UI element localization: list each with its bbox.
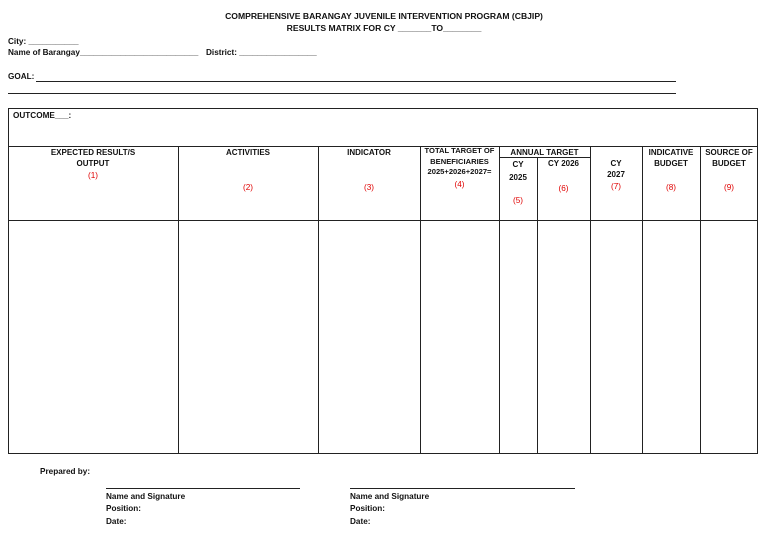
document-title: COMPREHENSIVE BARANGAY JUVENILE INTERVENTION PROGRAM (CBJIP) [225,11,543,21]
col-cy2025: CY 2025 [509,160,527,182]
goal-line-1 [36,81,676,82]
col-num-7: (7) [610,182,621,191]
col-num-3: (3) [363,183,374,192]
city-field: City: ___________ [8,37,79,46]
header-bottom-line [8,220,758,221]
col-num-6: (6) [558,184,569,193]
position-right: Position: [350,504,386,513]
name-signature-right: Name and Signature [350,492,430,501]
col-num-2: (2) [242,183,253,192]
col-divider-3 [420,146,421,454]
col-divider-6 [590,146,591,454]
col-num-4: (4) [454,180,465,189]
col-annual-target: ANNUAL TARGET [510,148,579,157]
col-num-9: (9) [723,183,734,192]
col-divider-7 [642,146,643,454]
outcome-label: OUTCOME___: [13,111,72,120]
col-num-8: (8) [665,183,676,192]
col-divider-2 [318,146,319,454]
col-divider-4 [499,146,500,454]
col-cy2026: CY 2026 [548,159,579,168]
signature-line-left [106,488,300,489]
goal-line-2 [8,93,676,94]
col-num-5: (5) [512,196,523,205]
district-field: District: _________________ [206,48,317,57]
col-source-of-budget: SOURCE OF BUDGET [705,148,753,168]
document-subtitle: RESULTS MATRIX FOR CY _______TO________ [286,23,482,33]
col-divider-1 [178,146,179,454]
col-expected-result: EXPECTED RESULT/S OUTPUT [50,148,136,168]
col-indicative-budget: INDICATIVE BUDGET [648,148,694,168]
date-left: Date: [106,517,127,526]
signature-line-right [350,488,575,489]
name-signature-left: Name and Signature [106,492,186,501]
date-right: Date: [350,517,371,526]
barangay-field: Name of Barangay__________________________ [8,48,199,57]
position-left: Position: [106,504,142,513]
prepared-by-label: Prepared by: [40,467,91,476]
col-num-1: (1) [87,171,98,180]
col-divider-8 [700,146,701,454]
goal-label: GOAL: [8,72,35,81]
col-total-target: TOTAL TARGET OF BENEFICIARIES 2025+2026+2027= [424,146,495,176]
col-cy2027: CY 2027 [607,159,625,179]
col-indicator: INDICATOR [347,148,391,157]
col-activities: ACTIVITIES [225,148,270,157]
col-divider-5 [537,157,538,454]
